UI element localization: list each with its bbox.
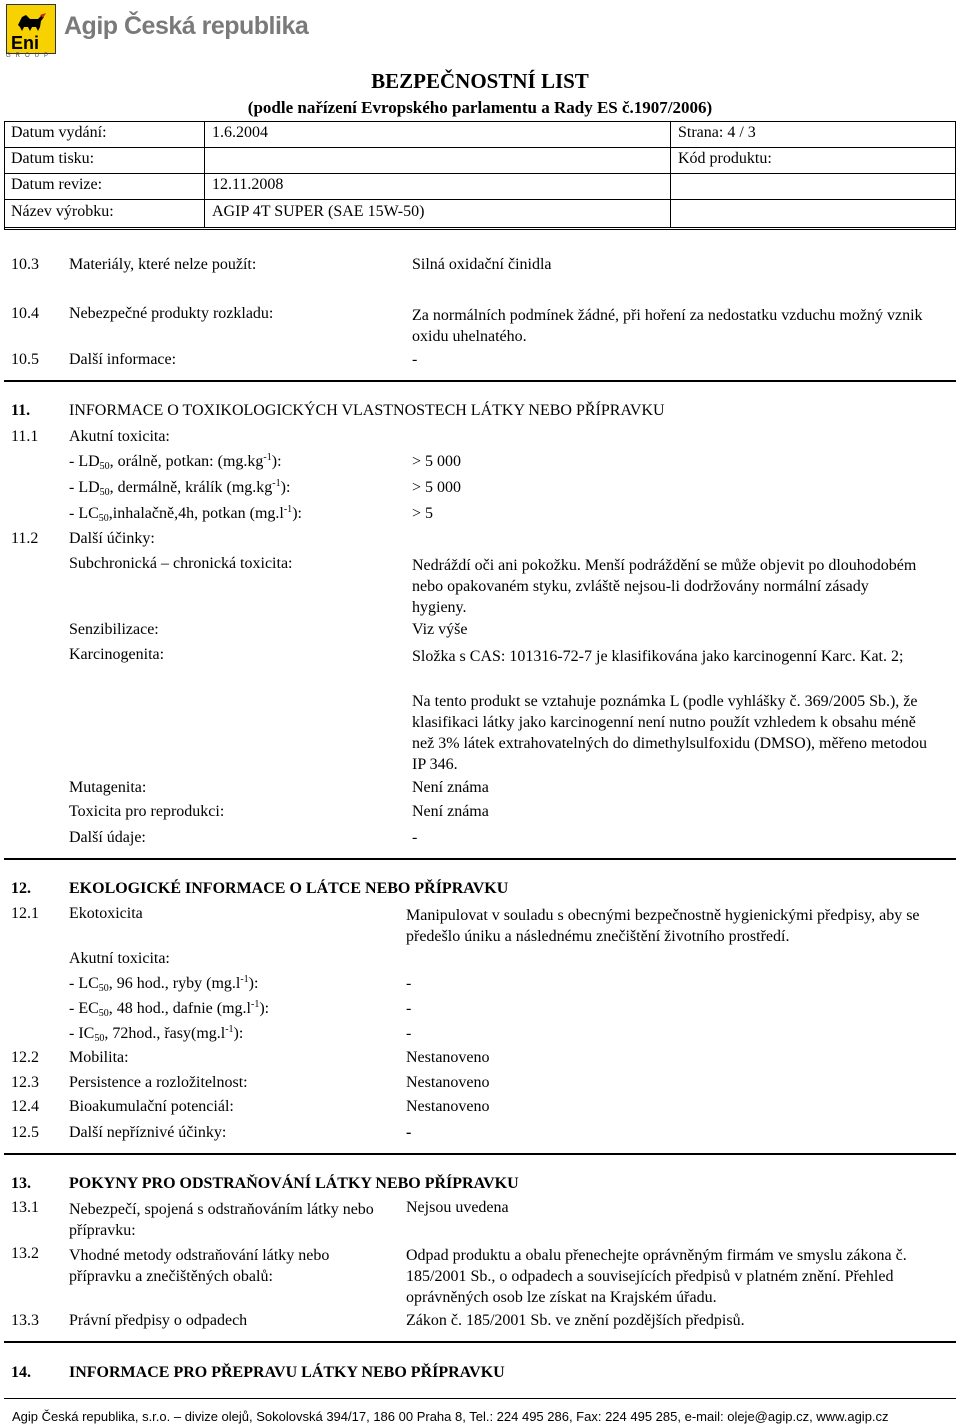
item-number: 13.1	[11, 1199, 39, 1216]
page-number: Strana: 4 / 3	[678, 124, 756, 141]
eni-logo-text: Eni	[11, 33, 40, 53]
mutagenicity-value: Není známa	[412, 779, 489, 796]
header-line	[4, 227, 956, 228]
item-number: 10.3	[11, 256, 39, 273]
subchronic-label: Subchronická – chronická toxicita:	[69, 555, 293, 572]
item-number: 12.3	[11, 1074, 39, 1091]
item-number: 12.1	[11, 905, 39, 922]
header-line	[4, 199, 956, 200]
document-subtitle: (podle nařízení Evropského parlamentu a Rady ES č.1907/2006)	[247, 98, 713, 117]
section-title: POKYNY PRO ODSTRAŇOVÁNÍ LÁTKY NEBO PŘÍPRAVKU	[69, 1175, 519, 1192]
section-rule	[4, 858, 956, 860]
ic50-algae-label: - $IC_{50}$, 72hod., $řasy(mg.l^{-1})$:	[69, 1024, 244, 1044]
item-value: -	[412, 351, 418, 368]
section-rule	[4, 380, 956, 382]
section-number: 14.	[11, 1364, 31, 1381]
item-label: Další informace:	[69, 351, 177, 368]
item-label: Právní předpisy o odpadech	[69, 1312, 248, 1329]
acute-toxicity-label: Akutní toxicita:	[69, 950, 170, 967]
item-label: Materiály, které nelze použít:	[69, 256, 257, 273]
ld50-oral-label: - $LD_{50}$, orálně, potkan: $(mg.kg^{-1})$:	[69, 452, 282, 472]
item-label: Ekotoxicita	[69, 905, 143, 922]
header-line	[670, 121, 671, 227]
item-number: 10.4	[11, 305, 39, 322]
section-rule	[4, 1341, 956, 1343]
header-line	[4, 173, 956, 174]
section-number: 13.	[11, 1175, 31, 1192]
ic50-algae-value: -	[406, 1025, 412, 1042]
section-rule	[4, 1153, 956, 1155]
group-label: GROUP	[6, 53, 54, 59]
item-label: Akutní toxicita:	[69, 428, 170, 445]
item-label: Další účinky:	[69, 530, 155, 547]
mutagenicity-label: Mutagenita:	[69, 779, 147, 796]
header-line	[955, 121, 956, 229]
issue-date-value: 1.6.2004	[212, 124, 268, 141]
item-value: Odpad produktu a obalu přenechejte oprávněným firmám ve smyslu zákona č. 185/2001 Sb., o odpadech a souvisejících předpisů v platném znění. Přehled oprávněných osob lze získat na Krajském úřadu.	[406, 1247, 907, 1306]
item-label: Nebezpečí, spojená s odstraňováním látky nebo přípravku:	[69, 1201, 374, 1239]
item-label: Mobilita:	[69, 1049, 129, 1066]
item-value: Zákon č. 185/2001 Sb. ve znění pozdějších předpisů.	[406, 1312, 745, 1329]
section-number: 12.	[11, 880, 31, 897]
reproductive-label: Toxicita pro reprodukci:	[69, 803, 225, 820]
section-title: EKOLOGICKÉ INFORMACE O LÁTCE NEBO PŘÍPRAVKU	[69, 880, 509, 897]
reproductive-value: Není známa	[412, 803, 489, 820]
other-data-label: Další údaje:	[69, 829, 146, 846]
section-title: INFORMACE O TOXIKOLOGICKÝCH VLASTNOSTECH LÁTKY NEBO PŘÍPRAVKU	[69, 402, 665, 419]
item-label: Nebezpečné produkty rozkladu:	[69, 305, 274, 322]
issue-date-label: Datum vydání:	[11, 124, 107, 141]
document-title: BEZPEČNOSTNÍ LIST	[371, 69, 589, 93]
item-value: Nestanoveno	[406, 1074, 490, 1091]
other-data-value: -	[412, 829, 418, 846]
item-number: 12.2	[11, 1049, 39, 1066]
sensitization-value: Viz výše	[412, 621, 468, 638]
header-line	[4, 147, 956, 148]
item-label: Bioakumulační potenciál:	[69, 1098, 234, 1115]
section-number: 11.	[11, 402, 31, 419]
item-value: Nestanoveno	[406, 1098, 490, 1115]
product-name-value: AGIP 4T SUPER (SAE 15W-50)	[212, 203, 425, 220]
item-number: 11.1	[11, 428, 39, 445]
lc50-fish-label: - $LC_{50}$, 96 hod., ryby $(mg.l^{-1})$:	[69, 974, 259, 994]
footer-address: Agip Česká republika, s.r.o. – divize olejů, Sokolovská 394/17, 186 00 Praha 8, Tel.: 224 495 286, Fax: 224 495 285, e-mail: oleje@agip.cz, www.agip.cz	[12, 1409, 889, 1424]
item-value: Silná oxidační činidla	[412, 256, 552, 273]
item-number: 13.3	[11, 1312, 39, 1329]
carcinogenicity-value: Složka s CAS: 101316-72-7 je klasifikována jako karcinogenní Karc. Kat. 2;	[412, 648, 904, 665]
item-value: Nestanoveno	[406, 1049, 490, 1066]
header-line	[4, 229, 956, 230]
carcinogenicity-note: Na tento produkt se vztahuje poznámka L (podle vyhlášky č. 369/2005 Sb.), že klasifikaci látky jako karcinogenní není nutno použít vzhledem k obsahu méně než 3% látek extrahovatelných do dimethylsulfoxidu (DMSO), měřeno metodou IP 346.	[412, 693, 927, 773]
item-number: 11.2	[11, 530, 39, 547]
revision-date-value: 12.11.2008	[212, 176, 284, 193]
ec50-daphnia-label: - $EC_{50}$, 48 hod., dafnie $(mg.l^{-1})$:	[69, 999, 270, 1019]
item-value: -	[406, 1124, 412, 1141]
item-value: Manipulovat v souladu s obecnými bezpečnostně hygienickými předpisy, aby se předešlo úniku a následnému znečištění životního prostředí.	[406, 907, 920, 945]
subchronic-value: Nedráždí oči ani pokožku. Menší podráždění se může objevit po dlouhodobém nebo opakovaném styku, zvláště nejsou-li dodržovány normální zásady hygieny.	[412, 557, 917, 616]
header-line	[204, 121, 205, 227]
item-label: Vhodné metody odstraňování látky nebo přípravku a znečištěných obalů:	[69, 1247, 330, 1285]
lc50-inhal-value: > 5	[412, 505, 434, 522]
item-number: 10.5	[11, 351, 39, 368]
revision-date-label: Datum revize:	[11, 176, 103, 193]
ld50-dermal-label: - $LD_{50}$, dermálně, králík $(mg.kg^{-1})$:	[69, 478, 291, 498]
brand-name: Agip Česká republika	[64, 12, 309, 40]
footer-rule	[4, 1398, 956, 1399]
item-number: 13.2	[11, 1245, 39, 1262]
carcinogenicity-label: Karcinogenita:	[69, 646, 165, 663]
sensitization-label: Senzibilizace:	[69, 621, 159, 638]
eni-logo	[6, 4, 56, 54]
lc50-inhal-label: - $LC_{50},inhalačně,4h$, potkan $(mg.l^{-1})$:	[69, 504, 302, 524]
product-name-label: Název výrobku:	[11, 203, 114, 220]
item-label: Další nepříznivé účinky:	[69, 1124, 227, 1141]
ec50-daphnia-value: -	[406, 1000, 412, 1017]
ld50-oral-value: > 5 000	[412, 453, 462, 470]
product-code-label: Kód produktu:	[678, 150, 772, 167]
item-number: 12.4	[11, 1098, 39, 1115]
ld50-dermal-value: > 5 000	[412, 479, 462, 496]
item-label: Persistence a rozložitelnost:	[69, 1074, 248, 1091]
item-value: Nejsou uvedena	[406, 1199, 509, 1216]
header-line	[4, 121, 956, 122]
header-line	[4, 121, 5, 229]
lc50-fish-value: -	[406, 975, 412, 992]
print-date-label: Datum tisku:	[11, 150, 95, 167]
item-number: 12.5	[11, 1124, 39, 1141]
section-title: INFORMACE PRO PŘEPRAVU LÁTKY NEBO PŘÍPRAVKU	[69, 1364, 505, 1381]
item-value: Za normálních podmínek žádné, při hoření za nedostatku vzduchu možný vznik oxidu uhelnatého.	[412, 307, 923, 345]
six-legged-dog-icon	[16, 11, 46, 33]
